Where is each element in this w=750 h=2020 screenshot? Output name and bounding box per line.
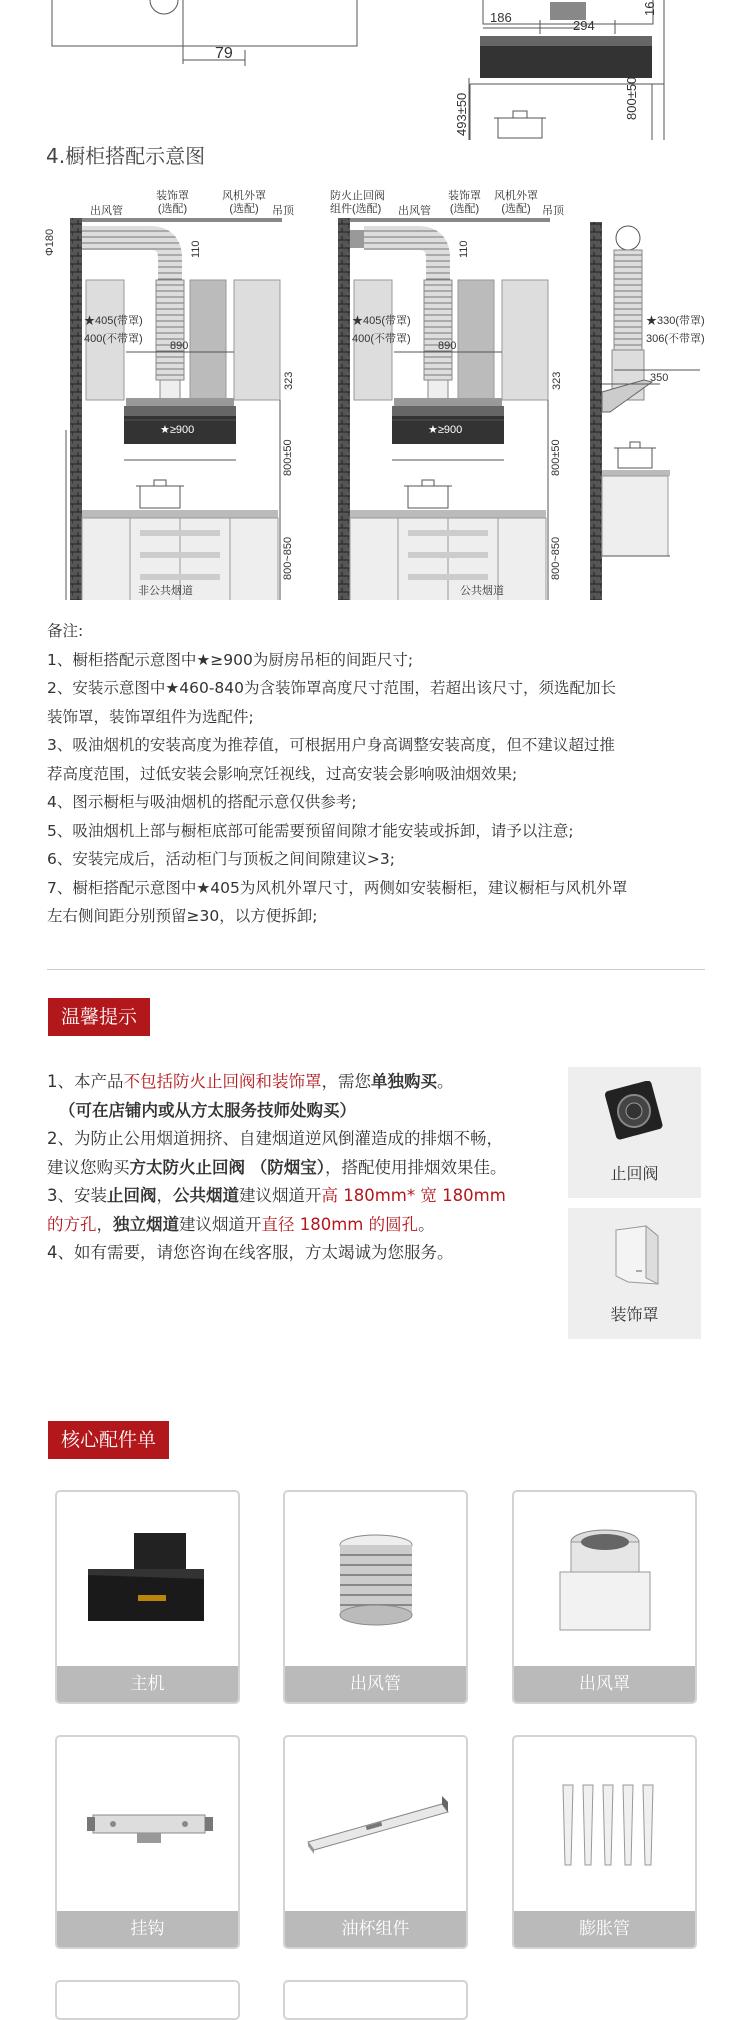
left-dim-405: ★405(带罩) (84, 315, 143, 327)
part-card-label: 出风罩 (514, 1666, 695, 1702)
duct-pipe-icon (326, 1525, 426, 1635)
dim-800: 800±50 (624, 76, 639, 120)
left-label-ceiling: 吊顶 (272, 205, 294, 217)
mid-label-decor-cover: 装饰罩 (选配) (448, 190, 481, 215)
note-line: 1、橱柜搭配示意图中★≥900为厨房吊柜的间距尺寸; (47, 650, 414, 669)
note-line: 荐高度范围，过低安装会影响烹饪视线，过高安装会影响吸油烟效果; (47, 764, 518, 783)
left-dim-890: 890 (170, 340, 189, 352)
part-card-duct (283, 1490, 468, 1704)
note-line: 5、吸油烟机上部与橱柜底部可能需要预留间隙才能安装或拆卸，请予以注意; (47, 821, 574, 840)
tip-1-sub: （可在店铺内或从方太服务技师处购买） (59, 1100, 356, 1120)
part-card-outlet (512, 1490, 697, 1704)
part-card-main-unit (55, 1490, 240, 1704)
tip-1: 1、本产品不包括防火止回阀和装饰罩，需您单独购买。 (47, 1072, 454, 1091)
note-line: 2、安装示意图中★460-840为含装饰罩高度尺寸范围，若超出该尺寸，须选配加长 (47, 679, 617, 697)
part-card-partial (283, 1980, 468, 2020)
part-card-oil-cup (283, 1735, 468, 1949)
left-label-decor-cover: 装饰罩 (选配) (156, 190, 189, 215)
note-line: 6、安装完成后，活动柜门与顶板之间间隙建议>3; (47, 850, 395, 868)
hook-bracket-icon (73, 1795, 223, 1855)
note-line: 装饰罩，装饰罩组件为选配件; (47, 707, 254, 726)
check-valve-icon (604, 1081, 666, 1143)
dim-294: 294 (573, 18, 595, 33)
range-hood-icon (78, 1525, 218, 1635)
decor-cover-icon (606, 1222, 666, 1288)
outlet-cover-icon (550, 1520, 660, 1640)
mid-label-ceiling: 吊顶 (542, 205, 564, 217)
part-card-label: 挂钩 (57, 1911, 238, 1947)
side-card-cover-label: 装饰罩 (610, 1305, 659, 1324)
note-line: 4、图示橱柜与吸油烟机的搭配示意仅供参考; (47, 793, 357, 811)
tip-3: 3、安装止回阀，公共烟道建议烟道开高 180mm* 宽 180mm 的方孔，独立烟道建议烟道开直径 180mm 的圆孔。 (47, 1186, 506, 1234)
part-card-label: 膨胀管 (514, 1911, 695, 1947)
left-caption: 非公共烟道 (138, 585, 193, 597)
left-dim-110: 110 (190, 240, 202, 258)
mid-label-outlet-pipe: 出风管 (398, 205, 431, 217)
note-line: 左右侧间距分别预留≥30，以方便拆卸; (47, 907, 318, 925)
oil-cup-icon (296, 1790, 456, 1860)
section-title: 4.橱柜搭配示意图 (46, 144, 206, 168)
parts-tag: 核心配件单 (48, 1421, 169, 1459)
mid-dim-890: 890 (438, 340, 457, 352)
left-dim-400: 400(不带罩) (84, 333, 143, 345)
cabinet-diagram-drawing (0, 180, 750, 600)
left-dim-323: 323 (283, 371, 295, 390)
mid-dim-800: 800±50 (550, 439, 562, 476)
note-line: 3、吸油烟机的安装高度为推荐值，可根据用户身高调整安装高度，但不建议超过推 (47, 736, 615, 754)
side-card-valve-label: 止回阀 (610, 1164, 659, 1183)
mid-dim-800-850: 800~850 (550, 536, 562, 580)
part-card-label: 出风管 (285, 1666, 466, 1702)
tips-text (47, 1068, 517, 1268)
mid-caption: 公共烟道 (460, 585, 504, 597)
right-dim-306: 306(不带罩) (646, 333, 705, 345)
tip-4: 4、如有需要，请您咨询在线客服，方太竭诚为您服务。 (47, 1243, 454, 1262)
mid-label-valve: 防火止回阀 组件(选配) (330, 190, 385, 215)
mid-dim-323: 323 (551, 371, 563, 390)
dim-493: 493±50 (454, 92, 469, 136)
left-dim-800: 800±50 (282, 439, 294, 476)
mid-label-fan-cover: 风机外罩 (选配) (494, 190, 538, 215)
right-diagram (590, 222, 700, 600)
dim-16: 16 (642, 1, 657, 16)
left-dim-900: ★≥900 (160, 424, 195, 436)
mid-dim-900: ★≥900 (428, 424, 463, 436)
left-label-outlet-pipe: 出风管 (90, 205, 123, 217)
left-dim-phi180: Φ180 (44, 228, 56, 256)
dim-186: 186 (490, 10, 512, 25)
mid-dim-400: 400(不带罩) (352, 333, 411, 345)
part-card-hook (55, 1735, 240, 1949)
notes (47, 617, 707, 931)
middle-diagram (334, 218, 550, 600)
mid-dim-405: ★405(带罩) (352, 315, 411, 327)
top-diagram (0, 0, 750, 140)
left-diagram (66, 218, 282, 600)
side-card-cover (568, 1208, 701, 1339)
note-line: 7、橱柜搭配示意图中★405为风机外罩尺寸，两侧如安装橱柜，建议橱柜与风机外罩 (47, 878, 628, 897)
mid-dim-110: 110 (458, 240, 470, 258)
part-card-label: 油杯组件 (285, 1911, 466, 1947)
dim-79: 79 (215, 45, 233, 62)
part-card-anchor (512, 1735, 697, 1949)
part-card-label: 主机 (57, 1666, 238, 1702)
cabinet-diagram (0, 180, 750, 600)
part-card-partial (55, 1980, 240, 2020)
tips-tag: 温馨提示 (48, 998, 150, 1036)
left-label-fan-cover: 风机外罩 (选配) (222, 190, 266, 215)
left-dim-800-850: 800~850 (282, 536, 294, 580)
notes-title: 备注: (47, 622, 84, 640)
section-divider (47, 969, 705, 970)
anchor-plug-icon (545, 1775, 665, 1875)
right-dim-330: ★330(带罩) (646, 315, 705, 327)
side-card-valve (568, 1067, 701, 1198)
tip-2: 2、为防止公用烟道拥挤、自建烟道逆风倒灌造成的排烟不畅，建议您购买方太防火止回阀 （防烟宝），搭配使用排烟效果佳。 (47, 1129, 507, 1177)
right-dim-350: 350 (650, 372, 669, 384)
